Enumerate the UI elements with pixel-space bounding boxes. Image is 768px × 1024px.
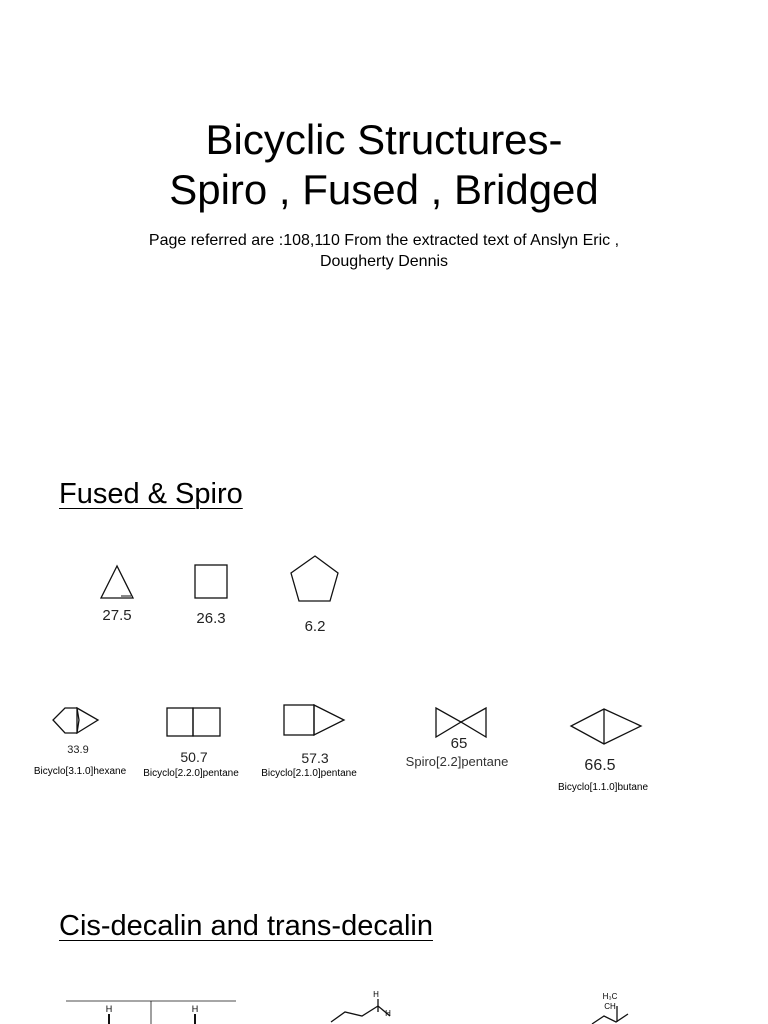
bicyclo-1-1-0-butane-structure — [571, 709, 641, 744]
steroid-ch3-label: CH — [604, 1002, 616, 1011]
bicyclo-3-1-0-hexane-value: 33.9 — [67, 744, 89, 756]
bicyclo-3-1-0-hexane-structure — [53, 708, 98, 733]
chair-h-label-right: H — [385, 1009, 391, 1018]
cyclopropane-ring — [101, 566, 133, 598]
bicyclo-1-1-0-butane-name: Bicyclo[1.1.0]butane — [557, 782, 649, 793]
section-heading-fused-spiro: Fused & Spiro — [59, 478, 243, 510]
cyclopentane-ring — [291, 556, 338, 601]
cyclobutane-ring — [195, 565, 227, 598]
section-heading-decalin: Cis-decalin and trans-decalin — [59, 910, 433, 942]
decalin-newman-fragment — [66, 1001, 236, 1024]
bicyclo-2-1-0-value: 57.3 — [301, 750, 329, 766]
chair-h-label-top: H — [373, 990, 379, 999]
page-title-line-1: Bicyclic Structures- — [205, 116, 563, 163]
bicyclo-2-2-0-name: Bicyclo[2.2.0]pentane — [143, 768, 239, 779]
decalin-h-label-2: H — [191, 1004, 199, 1014]
decalin-chair-fragment — [331, 999, 390, 1022]
bicyclo-3-1-0-hexane-name: Bicyclo[3.1.0]hexane — [33, 766, 127, 777]
spiropentane-value: 65 — [450, 735, 468, 752]
bicyclo-1-1-0-butane-value: 66.5 — [584, 757, 616, 774]
bicyclo-2-2-0-value: 50.7 — [180, 749, 208, 765]
cyclobutane-strain-value: 26.3 — [196, 610, 226, 627]
bicyclo-2-2-0-structure — [167, 708, 220, 736]
spiropentane-name: Spiro[2.2]pentane — [405, 754, 509, 769]
spiropentane-structure — [436, 708, 486, 737]
reference-line-2: Dougherty Dennis — [319, 253, 449, 270]
decalin-h-label-1: H — [105, 1004, 113, 1014]
cyclopropane-strain-value: 27.5 — [102, 607, 132, 624]
reference-line-1: Page referred are :108,110 From the extracted text of Anslyn Eric , — [148, 232, 620, 249]
page-title-line-2: Spiro , Fused , Bridged — [169, 166, 599, 213]
cyclopentane-strain-value: 6.2 — [304, 618, 326, 635]
bicyclo-2-1-0-name: Bicyclo[2.1.0]pentane — [261, 768, 357, 779]
steroid-h3c-label: H₃C — [602, 992, 618, 1001]
bicyclo-2-1-0-structure — [284, 705, 344, 735]
